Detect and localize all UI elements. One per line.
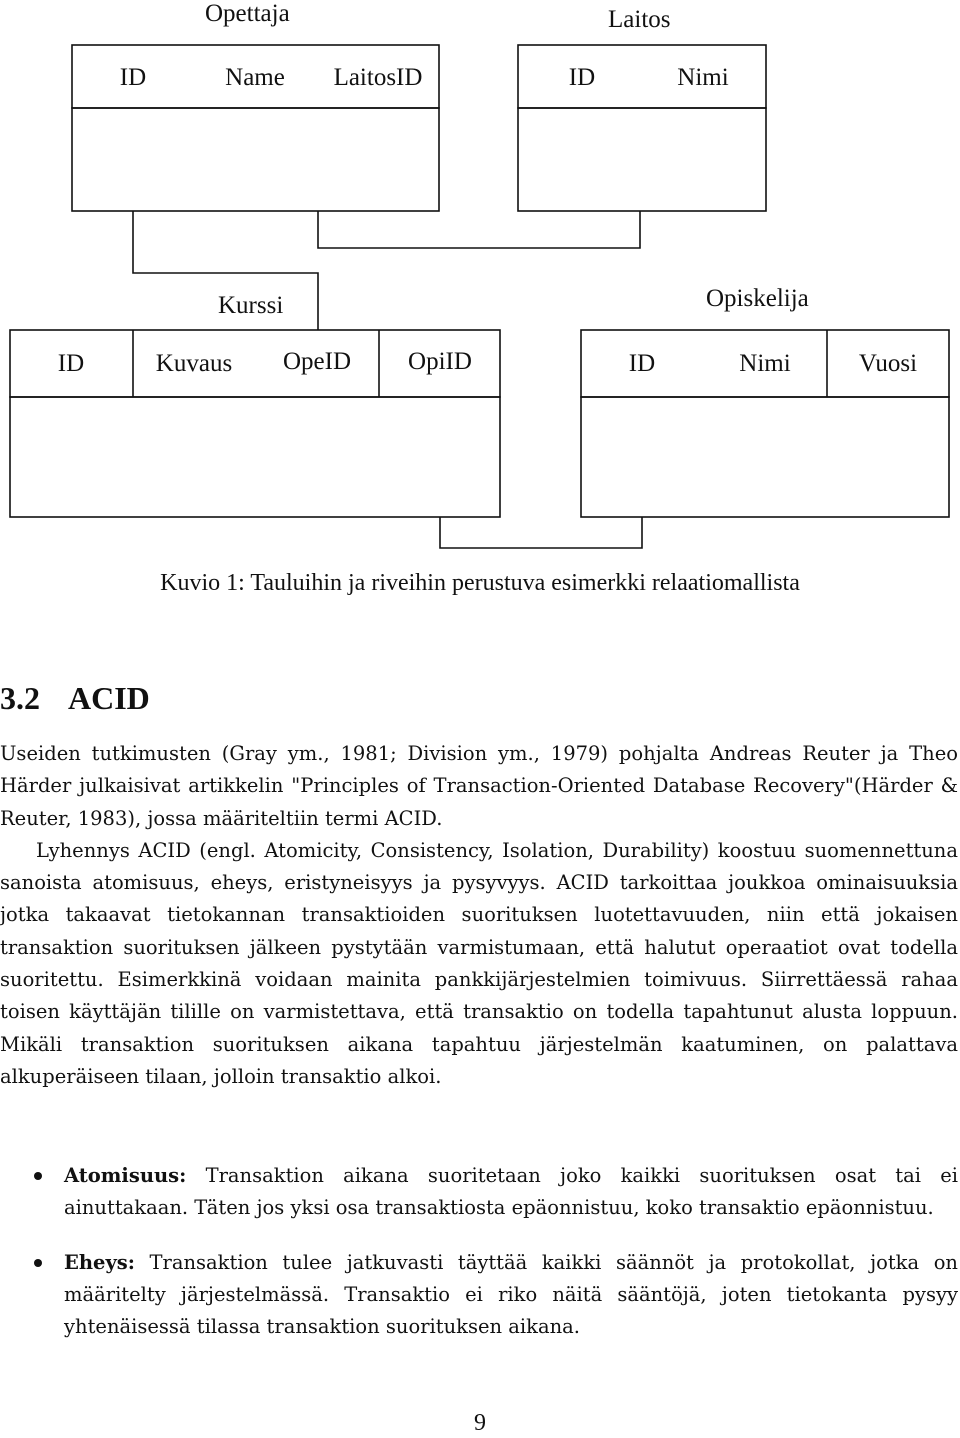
page-number: 9 — [474, 1410, 486, 1436]
kurssi-column-id: ID — [57, 350, 85, 377]
opettaja-column-id: ID — [119, 64, 147, 91]
paragraph: Lyhennys ACID (engl. Atomicity, Consistency, Isolation, Durability) koostuu suomennettuna sanoista atomisuus, eheys, eristyneisyys ja pysyvyys. ACID tarkoittaa joukkoa ominaisuuksia jotka takaavat tietokannan transaktioiden suorituksen luotettavuuden, niin että jokaisen transaktion suorituksen jälkeen pystytään varmistumaan, että halutut operaatiot ovat todella suoritettu. Esimerkkinä voidaan mainita pankkijärjestelmien toimivuus. Siirrettäessä rahaa toisen käyttäjän tilille on varmistettava, että transaktio on todella tapahtunut alusta loppuun. Mikäli transaktion suorituksen aikana tapahtuu järjestelmän kaatuminen, on palattava alkuperäiseen tilaan, jolloin transaktio alkoi. — [0, 838, 958, 1088]
laitos-body-box — [518, 108, 766, 211]
opettaja-column-laitosid: LaitosID — [333, 64, 423, 91]
list-item-text: Transaktion tulee jatkuvasti täyttää kaikki säännöt ja protokollat, jotka on määritelty järjestelmässä. Transaktio ei riko näitä sääntöjä, joten tietokanta pysyy yhtenäisessä tilassa transaktion suorituksen aikana. — [64, 1250, 958, 1339]
opettaja-body-box — [72, 108, 439, 211]
relational-model-figure — [0, 0, 960, 560]
list-item — [0, 1247, 958, 1344]
body-text — [0, 738, 958, 1093]
kurssi-table-title: Kurssi — [218, 292, 284, 319]
connector-kurssi-opiskelija — [440, 517, 642, 548]
list-item — [0, 1160, 958, 1225]
opettaja-table-title: Opettaja — [205, 0, 290, 27]
bullet-icon — [34, 1259, 42, 1267]
section-title: ACID — [68, 680, 150, 716]
list-item-text: Transaktion aikana suoritetaan joko kaikki suorituksen osat tai ei ainuttakaan. Täten jos yksi osa transaktiosta epäonnistuu, koko transaktio epäonnistuu. — [64, 1164, 958, 1220]
laitos-table-title: Laitos — [608, 6, 671, 33]
opiskelija-table-title: Opiskelija — [706, 285, 809, 312]
opiskelija-body-box — [581, 397, 949, 517]
kurssi-body-box — [10, 397, 500, 517]
bullet-icon — [34, 1172, 42, 1180]
paragraph: Useiden tutkimusten (Gray ym., 1981; Division ym., 1979) pohjalta Andreas Reuter ja Theo Härder julkaisivat artikkelin "Principles of Transaction-Oriented Database Recovery"(Härder & Reuter, 1983), jossa määriteltiin termi ACID. — [0, 742, 958, 830]
section-heading — [0, 680, 150, 717]
laitos-column-nimi: Nimi — [677, 64, 729, 91]
acid-property-list — [0, 1160, 958, 1343]
kurssi-column-opeid: OpeID — [282, 348, 352, 375]
opiskelija-column-nimi: Nimi — [739, 350, 791, 377]
laitos-column-id: ID — [568, 64, 596, 91]
kurssi-column-kuvaus: Kuvaus — [155, 350, 233, 377]
list-item-term: Eheys: — [64, 1250, 135, 1274]
section-number: 3.2 — [0, 680, 40, 716]
list-item-term: Atomisuus: — [64, 1164, 187, 1187]
connector-opettaja-laitos — [318, 211, 640, 248]
figure-caption: Kuvio 1: Tauluihin ja riveihin perustuva esimerkki relaatiomallista — [160, 570, 800, 596]
opiskelija-column-vuosi: Vuosi — [858, 350, 918, 377]
opiskelija-column-id: ID — [628, 350, 656, 377]
laitos-header-box — [518, 45, 766, 108]
opettaja-column-name: Name — [225, 64, 285, 91]
kurssi-column-opiid: OpiID — [408, 348, 472, 375]
